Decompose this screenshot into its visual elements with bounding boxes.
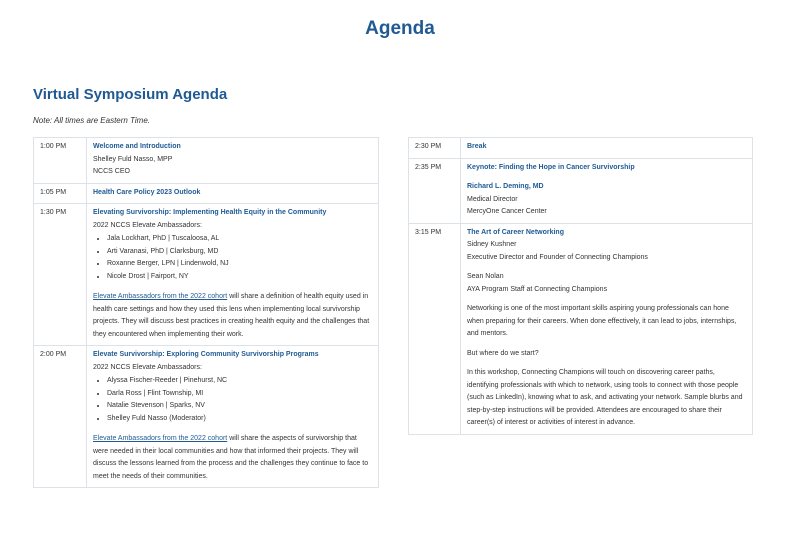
session-details — [461, 223, 753, 434]
speaker-role: Executive Director and Founder of Connecting Champions — [467, 253, 648, 261]
ambassadors-label: 2022 NCCS Elevate Ambassadors: — [93, 221, 202, 229]
ambassador-list — [93, 233, 372, 283]
agenda-row — [409, 223, 753, 434]
section-title: Virtual Symposium Agenda — [33, 86, 228, 103]
session-details — [461, 158, 753, 223]
list-item: • Darla Ross | Flint Township, MI — [107, 388, 372, 401]
list-item: • Roxanne Berger, LPN | Lindenwold, NJ — [107, 258, 372, 271]
session-details — [87, 183, 379, 204]
session-title: The Art of Career Networking — [467, 228, 564, 236]
list-item: • Shelley Fuld Nasso (Moderator) — [107, 413, 372, 426]
speaker-name: Sean Nolan — [467, 273, 504, 280]
ambassadors-label: 2022 NCCS Elevate Ambassadors: — [93, 363, 202, 371]
session-time: 2:30 PM — [409, 138, 461, 159]
session-question: But where do we start? — [467, 349, 539, 357]
list-item: • Jala Lockhart, PhD | Tuscaloosa, AL — [107, 233, 372, 246]
list-item: • Alyssa Fischer-Reeder | Pinehurst, NC — [107, 375, 372, 388]
session-time: 2:00 PM — [34, 346, 87, 488]
agenda-row — [409, 158, 753, 223]
session-details — [87, 204, 379, 346]
session-time: 3:15 PM — [409, 223, 461, 434]
speaker-org: MercyOne Cancer Center — [467, 208, 547, 215]
list-item: • Nicole Drost | Fairport, NY — [107, 271, 372, 284]
agenda-row — [34, 138, 379, 184]
session-title: Elevating Survivorship: Implementing Health Equity in the Community — [93, 209, 327, 216]
agenda-row — [34, 204, 379, 346]
speaker-role: AYA Program Staff at Connecting Champions — [467, 285, 608, 293]
cohort-link[interactable]: Elevate Ambassadors from the 2022 cohort — [93, 293, 228, 300]
session-title: Keynote: Finding the Hope in Cancer Survivorship — [467, 163, 635, 171]
session-description — [93, 433, 372, 483]
session-description: In this workshop, Connecting Champions will touch on discovering career paths, identifying professionals with which to network, using tools to connect with those people (such as LinkedIn), knowing what to ask, and activating your network. Sample blurbs and step-by-step instructions will be provided. Attendees are encouraged to share their career(s) of interest or activities of interest in advance. — [467, 369, 743, 426]
session-description: Networking is one of the most important skills aspiring young professionals can hone when preparing for their careers. When done effectively, it can lead to jobs, internships, and mentors. — [467, 305, 737, 337]
session-title: Welcome and Introduction — [93, 143, 181, 150]
session-title: Health Care Policy 2023 Outlook — [93, 188, 201, 196]
ambassador-list — [93, 375, 372, 425]
timezone-note: Note: All times are Eastern Time. — [33, 116, 151, 125]
session-title: Elevate Survivorship: Exploring Community Survivorship Programs — [93, 351, 319, 358]
session-time: 1:05 PM — [34, 183, 87, 204]
agenda-row — [409, 138, 753, 159]
session-details — [461, 138, 753, 159]
session-details — [87, 346, 379, 488]
list-item: • Natalie Stevenson | Sparks, NV — [107, 400, 372, 413]
list-item: • Arti Varanasi, PhD | Clarksburg, MD — [107, 246, 372, 259]
agenda-table-left — [33, 137, 379, 488]
speaker-name: Sidney Kushner — [467, 241, 517, 248]
session-description — [93, 291, 372, 341]
description-text: will share the aspects of survivorship that were needed in their local communities and how that informed their projects. They will discuss the lessons learned from the process and the challenges they continue to face to meet the needs of their communities. — [93, 435, 369, 480]
speaker-role: Medical Director — [467, 195, 518, 203]
cohort-link[interactable]: Elevate Ambassadors from the 2022 cohort — [93, 435, 228, 442]
session-title: Break — [467, 143, 487, 150]
session-details — [87, 138, 379, 184]
description-text: will share a definition of health equity used in health care settings and how they used this lens when implementing local survivorship projects. They will discuss best practices in creating health equity and the challenges that they encountered when implementing their work. — [93, 293, 370, 338]
session-time: 1:30 PM — [34, 204, 87, 346]
page-title: Agenda — [365, 18, 435, 39]
agenda-row — [34, 183, 379, 204]
session-time: 2:35 PM — [409, 158, 461, 223]
agenda-table-right — [408, 137, 753, 435]
session-time: 1:00 PM — [34, 138, 87, 184]
speaker-role: NCCS CEO — [93, 168, 130, 175]
speaker-name: Shelley Fuld Nasso, MPP — [93, 155, 173, 163]
speaker-name: Richard L. Deming, MD — [467, 183, 544, 190]
agenda-row — [34, 346, 379, 488]
